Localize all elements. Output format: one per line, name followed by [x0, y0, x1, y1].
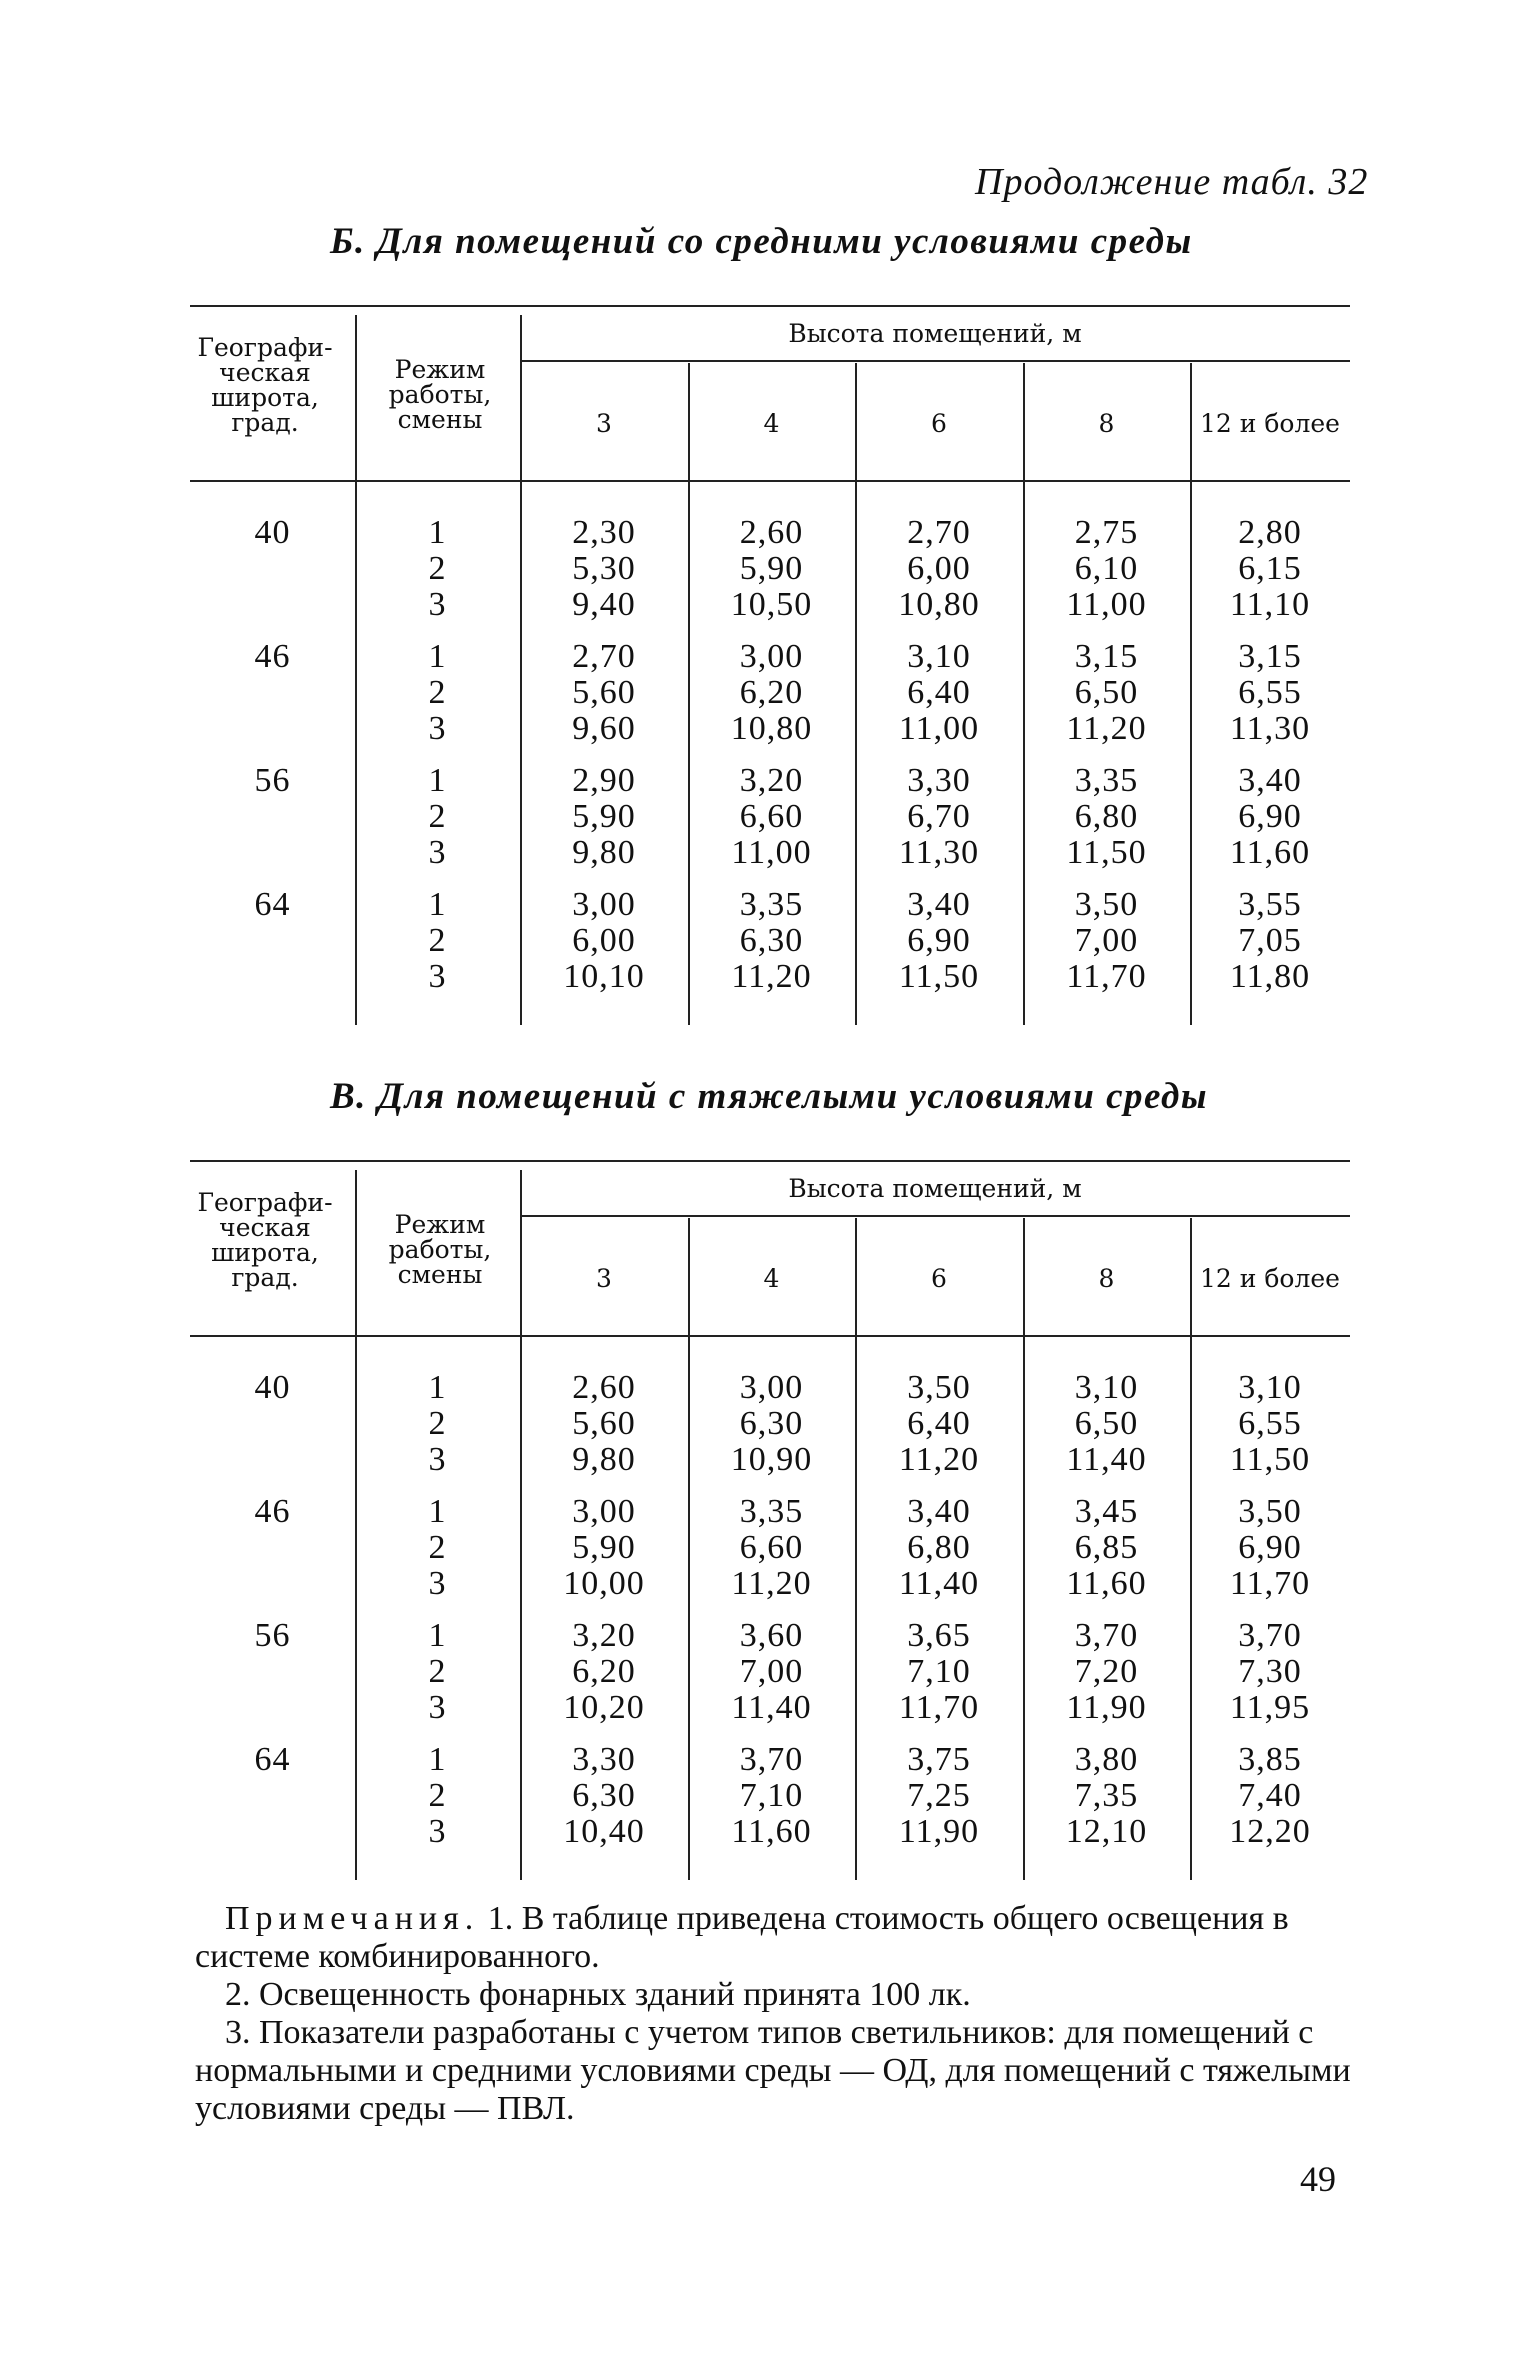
header-mode: [360, 357, 520, 432]
notes: [195, 1900, 1355, 2128]
mode-value: 3: [428, 1813, 447, 1850]
mode-value: 1: [428, 1741, 447, 1778]
table-cell: 11,70: [1066, 958, 1147, 995]
table-cell: 7,30: [1238, 1653, 1302, 1690]
table-cell: 11,40: [1066, 1441, 1147, 1478]
table-cell: 2,90: [572, 762, 636, 799]
table-cell: 3,00: [572, 1493, 636, 1530]
header-line: Географи-: [197, 333, 333, 362]
mode-value: 3: [428, 1441, 447, 1478]
table-cell: 3,30: [572, 1741, 636, 1778]
table-cell: 3,10: [1238, 1369, 1302, 1406]
rule-subheader: [520, 360, 1350, 362]
table-cell: 7,00: [739, 1653, 804, 1690]
table-cell: 3,45: [1074, 1493, 1139, 1530]
header-height-col: 3: [596, 409, 612, 438]
mode-value: 1: [428, 886, 447, 923]
table-cell: 11,60: [1066, 1565, 1147, 1602]
table-cell: 3,75: [907, 1741, 971, 1778]
table-cell: 3,15: [1074, 638, 1139, 675]
latitude-value: 64: [254, 1741, 291, 1778]
section-title-text: Для помещений с тяжелыми условиями среды: [377, 1076, 1209, 1117]
table-b: [190, 305, 1350, 1025]
header-latitude: [175, 335, 355, 435]
header-height-col: 12 и более: [1200, 409, 1340, 438]
table-cell: 3,50: [1074, 886, 1139, 923]
mode-value: 2: [428, 550, 447, 587]
table-cell: 11,40: [731, 1689, 812, 1726]
mode-value: 1: [428, 514, 447, 551]
table-cell: 5,30: [572, 550, 636, 587]
table-cell: 10,40: [563, 1813, 645, 1850]
header-height-col: 8: [1098, 409, 1115, 438]
table-cell: 6,40: [907, 674, 971, 711]
table-cell: 6,20: [572, 1653, 636, 1690]
table-cell: 6,70: [907, 798, 971, 835]
table-cell: 9,60: [572, 710, 636, 747]
table-cell: 6,30: [739, 1405, 804, 1442]
table-cell: 6,50: [1074, 1405, 1139, 1442]
latitude-value: 46: [254, 638, 291, 675]
header-line: ческая: [219, 358, 311, 387]
table-cell: 10,90: [730, 1441, 813, 1478]
table-cell: 6,80: [1074, 798, 1139, 835]
notes-label: Примечания.: [225, 1900, 480, 1937]
latitude-value: 40: [254, 1369, 291, 1406]
table-cell: 11,20: [731, 958, 812, 995]
table-cell: 2,70: [907, 514, 971, 551]
table-cell: 7,10: [907, 1653, 971, 1690]
page-number: 49: [1300, 2159, 1336, 2199]
mode-value: 2: [428, 1777, 447, 1814]
table-cell: 11,10: [1229, 586, 1311, 623]
table-cell: 3,70: [1074, 1617, 1139, 1654]
table-cell: 11,60: [1229, 834, 1311, 871]
header-height-col: 6: [931, 1264, 947, 1293]
header-height-col: 6: [931, 409, 947, 438]
mode-value: 3: [428, 1689, 447, 1726]
header-line: работы,: [388, 1235, 492, 1264]
continuation-caption: Продолжение табл. 32: [975, 161, 1369, 203]
table-cell: 3,50: [907, 1369, 971, 1406]
table-cell: 6,85: [1074, 1529, 1139, 1566]
table-cell: 5,60: [572, 674, 636, 711]
table-cell: 11,50: [1229, 1441, 1311, 1478]
table-cell: 7,35: [1074, 1777, 1139, 1814]
table-cell: 6,60: [739, 1529, 804, 1566]
table-cell: 11,50: [898, 958, 980, 995]
table-cell: 6,40: [907, 1405, 971, 1442]
header-line: смены: [397, 405, 483, 434]
section-title-b: [330, 220, 1193, 263]
table-cell: 3,70: [739, 1741, 804, 1778]
mode-value: 3: [428, 1565, 447, 1602]
table-cell: 2,30: [572, 514, 636, 551]
table-cell: 2,75: [1074, 514, 1139, 551]
table-cell: 3,40: [907, 1493, 971, 1530]
table-cell: 3,60: [739, 1617, 804, 1654]
section-letter: В.: [330, 1076, 367, 1117]
mode-value: 3: [428, 958, 447, 995]
table-cell: 3,10: [907, 638, 971, 675]
table-cell: 6,55: [1238, 674, 1302, 711]
table-cell: 6,15: [1238, 550, 1302, 587]
table-cell: 12,10: [1065, 1813, 1148, 1850]
table-cell: 3,35: [739, 886, 804, 923]
mode-value: 1: [428, 1369, 447, 1406]
header-height-group: Высота помещений, м: [788, 319, 1082, 348]
table-cell: 6,90: [1238, 1529, 1302, 1566]
table-cell: 11,40: [898, 1565, 980, 1602]
table-cell: 11,20: [898, 1441, 980, 1478]
table-cell: 10,80: [730, 710, 813, 747]
header-height-col: 8: [1098, 1264, 1115, 1293]
table-cell: 11,70: [1229, 1565, 1311, 1602]
table-cell: 3,40: [1238, 762, 1302, 799]
table-cell: 6,00: [572, 922, 636, 959]
header-line: град.: [231, 1263, 299, 1292]
header-height-col: 4: [763, 409, 780, 438]
table-cell: 11,70: [898, 1689, 980, 1726]
table-cell: 3,35: [1074, 762, 1139, 799]
header-height-col: 3: [596, 1264, 612, 1293]
header-line: Режим: [394, 1210, 486, 1239]
table-cell: 6,50: [1074, 674, 1139, 711]
header-line: Географи-: [197, 1188, 333, 1217]
header-line: ческая: [219, 1213, 311, 1242]
table-cell: 11,00: [1066, 586, 1147, 623]
mode-value: 2: [428, 1405, 447, 1442]
table-cell: 11,20: [731, 1565, 812, 1602]
mode-value: 3: [428, 834, 447, 871]
table-cell: 2,80: [1238, 514, 1302, 551]
latitude-value: 46: [254, 1493, 291, 1530]
table-cell: 6,00: [907, 550, 971, 587]
rule-header-bottom: [190, 1335, 1350, 1337]
mode-value: 1: [428, 762, 447, 799]
table-cell: 3,40: [907, 886, 971, 923]
table-cell: 7,05: [1238, 922, 1302, 959]
table-cell: 3,20: [572, 1617, 636, 1654]
table-cell: 11,00: [898, 710, 980, 747]
mode-value: 2: [428, 798, 447, 835]
table-cell: 7,25: [907, 1777, 971, 1814]
table-cell: 6,60: [739, 798, 804, 835]
table-cell: 3,00: [739, 1369, 804, 1406]
table-cell: 11,90: [898, 1813, 980, 1850]
note-1: 1. В таблице приведена стоимость общего освещения в системе комбинированного.: [195, 1900, 1289, 1975]
mode-value: 2: [428, 674, 447, 711]
table-cell: 5,90: [572, 798, 636, 835]
mode-value: 3: [428, 586, 447, 623]
table-cell: 3,30: [907, 762, 971, 799]
header-height-group: Высота помещений, м: [788, 1174, 1082, 1203]
table-cell: 2,60: [572, 1369, 636, 1406]
table-cell: 3,20: [739, 762, 804, 799]
table-cell: 3,55: [1238, 886, 1302, 923]
table-cell: 12,20: [1229, 1813, 1311, 1850]
note-2: 2. Освещенность фонарных зданий принята 100 лк.: [225, 1976, 971, 2013]
table-cell: 11,60: [731, 1813, 812, 1850]
table-cell: 6,90: [1238, 798, 1302, 835]
table-cell: 10,80: [898, 586, 980, 623]
table-cell: 3,35: [739, 1493, 804, 1530]
header-latitude: [175, 1190, 355, 1290]
mode-value: 2: [428, 1529, 447, 1566]
latitude-value: 56: [254, 762, 291, 799]
table-cell: 11,00: [731, 834, 812, 871]
table-cell: 11,90: [1066, 1689, 1147, 1726]
table-cell: 6,80: [907, 1529, 971, 1566]
table-cell: 3,00: [572, 886, 636, 923]
table-cell: 7,00: [1074, 922, 1139, 959]
mode-value: 1: [428, 1493, 447, 1530]
table-cell: 10,20: [563, 1689, 645, 1726]
table-cell: 3,80: [1074, 1741, 1139, 1778]
rule-top: [190, 1160, 1350, 1162]
table-cell: 11,80: [1229, 958, 1311, 995]
table-cell: 10,00: [563, 1565, 645, 1602]
header-line: град.: [231, 408, 299, 437]
latitude-value: 40: [254, 514, 291, 551]
table-cell: 11,95: [1229, 1689, 1311, 1726]
section-title-text: Для помещений со средними условиями среды: [376, 221, 1193, 262]
latitude-value: 56: [254, 1617, 291, 1654]
table-cell: 2,60: [739, 514, 804, 551]
mode-value: 1: [428, 1617, 447, 1654]
table-cell: 6,30: [739, 922, 804, 959]
table-cell: 5,90: [572, 1529, 636, 1566]
table-cell: 6,10: [1074, 550, 1139, 587]
table-cell: 3,50: [1238, 1493, 1302, 1530]
latitude-value: 64: [254, 886, 291, 923]
table-cell: 5,60: [572, 1405, 636, 1442]
table-cell: 3,10: [1074, 1369, 1139, 1406]
table-cell: 9,40: [572, 586, 636, 623]
rule-subheader: [520, 1215, 1350, 1217]
mode-value: 2: [428, 922, 447, 959]
table-cell: 11,30: [1229, 710, 1311, 747]
table-cell: 7,10: [739, 1777, 804, 1814]
header-height-col: 4: [763, 1264, 780, 1293]
mode-value: 2: [428, 1653, 447, 1690]
table-cell: 9,80: [572, 1441, 636, 1478]
rule-header-bottom: [190, 480, 1350, 482]
mode-value: 3: [428, 710, 447, 747]
table-cell: 6,90: [907, 922, 971, 959]
mode-value: 1: [428, 638, 447, 675]
note-3: 3. Показатели разработаны с учетом типов светильников: для помещений с нормальными и средними условиями среды — ОД, для помещений с тяжелыми условиями среды — ПВЛ.: [195, 2014, 1351, 2127]
header-line: Режим: [394, 355, 486, 384]
table-cell: 3,15: [1238, 638, 1302, 675]
table-cell: 10,10: [563, 958, 645, 995]
table-cell: 6,20: [739, 674, 804, 711]
table-cell: 3,70: [1238, 1617, 1302, 1654]
table-cell: 5,90: [739, 550, 804, 587]
section-letter: Б.: [330, 221, 366, 262]
table-cell: 11,20: [1066, 710, 1147, 747]
table-cell: 11,30: [898, 834, 980, 871]
table-cell: 7,20: [1074, 1653, 1139, 1690]
header-mode: [360, 1212, 520, 1287]
table-cell: 6,55: [1238, 1405, 1302, 1442]
rule-top: [190, 305, 1350, 307]
header-height-col: 12 и более: [1200, 1264, 1340, 1293]
table-cell: 3,85: [1238, 1741, 1302, 1778]
table-cell: 9,80: [572, 834, 636, 871]
header-line: работы,: [388, 380, 492, 409]
table-cell: 2,70: [572, 638, 636, 675]
table-cell: 7,40: [1238, 1777, 1302, 1814]
header-line: широта,: [211, 383, 319, 412]
table-v: [190, 1160, 1350, 1880]
table-cell: 11,50: [1066, 834, 1147, 871]
table-cell: 3,00: [739, 638, 804, 675]
table-cell: 3,65: [907, 1617, 971, 1654]
header-line: широта,: [211, 1238, 319, 1267]
table-cell: 10,50: [730, 586, 813, 623]
section-title-v: [330, 1075, 1208, 1118]
table-cell: 6,30: [572, 1777, 636, 1814]
header-line: смены: [397, 1260, 483, 1289]
